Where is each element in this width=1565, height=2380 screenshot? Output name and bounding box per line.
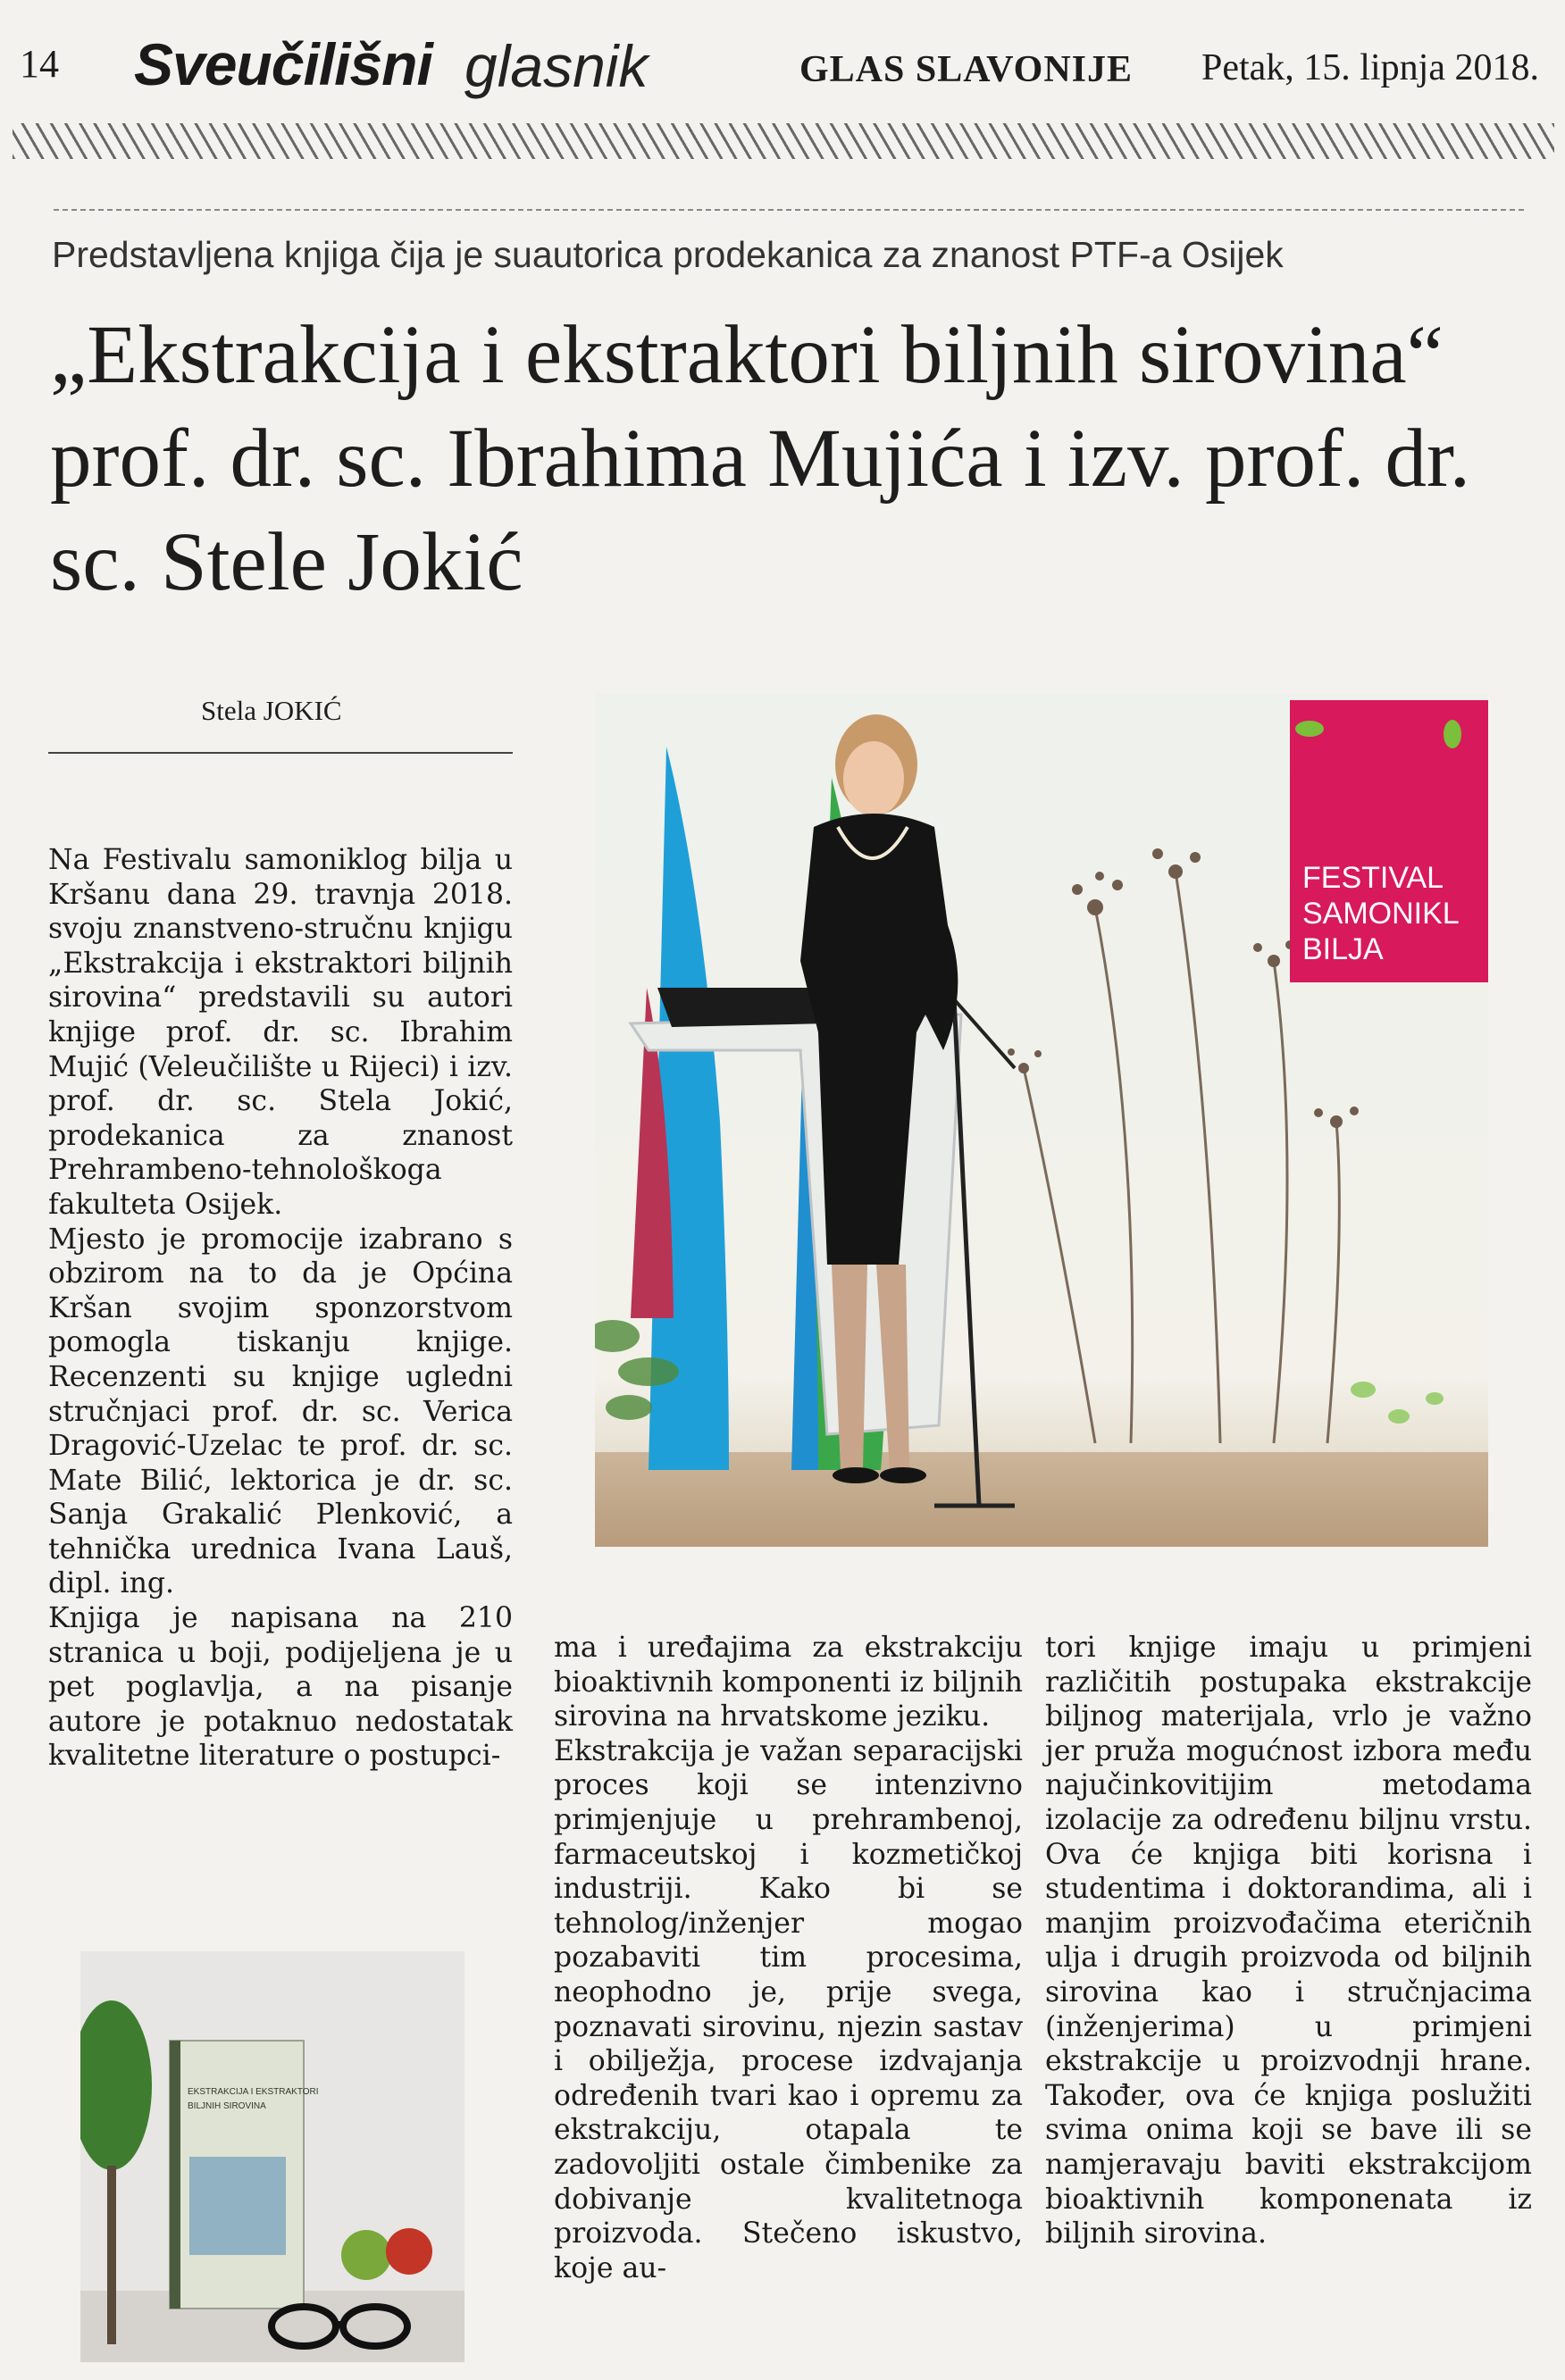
book-cover-title-1: EKSTRAKCIJA I EKSTRAKTORI	[188, 2087, 319, 2097]
page-number: 14	[20, 42, 59, 86]
banner-line-2: SAMONIKL	[1302, 897, 1460, 931]
paragraph: tori knjige imaju u primjeni različitih postupaka ekstrakcije biljnog materijala, vrlo je važno jer pruža mogućnost izbora među najučinkovitijim metodama izolacije za određenu biljnu vrstu. Ova će knjiga biti korisna i studentima i doktorandima, ali i manjim proizvođačima eteričnih ulja i drugih proizvoda od biljnih sirovina kao i stručnjacima (inženjerima) u primjeni ekstrakcije u proizvodnji hrane. Također, ova će knjiga poslužiti svima onima koji se bave ili se namjeravaju baviti ekstrakcijom bioaktivnih komponenata iz biljnih sirovina.	[1045, 1632, 1532, 2251]
issue-date: Petak, 15. lipnja 2018.	[1201, 47, 1539, 88]
apple-red	[386, 2228, 432, 2275]
article-headline: „Ekstrakcija i ekstraktori biljnih sirovina“ prof. dr. sc. Ibrahima Mujića i izv. prof. dr. sc. Stele Jokić	[50, 309, 1471, 608]
section-title-bold: Sveučilišni	[134, 31, 432, 97]
banner-line-1: FESTIVAL	[1302, 861, 1444, 895]
article-column-2	[554, 1631, 1023, 2285]
newspaper-name: GLAS SLAVONIJE	[799, 49, 1134, 90]
event-photo	[595, 693, 1488, 1547]
masthead-hatch-divider	[13, 123, 1554, 159]
article-column-1	[48, 843, 513, 1774]
article-byline: Stela JOKIĆ	[201, 695, 342, 726]
section-title-light: glasnik	[464, 33, 649, 99]
book-photo	[80, 1951, 464, 2362]
paragraph: ma i uređajima za ekstrakciju bioaktivnih komponenti iz biljnih sirovina na hrvatskome jeziku.	[554, 1632, 1023, 1733]
article-column-3	[1045, 1631, 1532, 2251]
paragraph: Knjiga je napisana na 210 stranica u boji, podijeljena je u pet poglavlja, a na pisanje autore je potaknuo nedostatak kvalitetne literature o postupci-	[48, 1602, 513, 1773]
article-kicker: Predstavljena knjiga čija je suautorica prodekanica za znanost PTF-a Osijek	[52, 234, 1284, 275]
byline-rule	[48, 752, 513, 754]
banner-line-3: BILJA	[1302, 932, 1384, 966]
laptop	[657, 988, 827, 1027]
apple-green	[341, 2230, 391, 2280]
article-box-top-rule	[54, 209, 1524, 211]
paragraph: Na Festivalu samoniklog bilja u Kršanu dana 29. travnja 2018. svoju znanstveno-stručnu knjigu „Ekstrakcija i ekstraktori biljnih sirovina“ predstavili su autori knjige prof. dr. sc. Ibrahim Mujić (Veleučilište u Rijeci) i izv. prof. dr. sc. Stela Jokić, prodekanica za znanost Prehrambeno-tehnološkoga fakulteta Osijek.	[48, 844, 513, 1221]
paragraph: Ekstrakcija je važan separacijski proces koji se intenzivno primjenjuje u prehrambenoj, farmaceutskoj i kozmetičkoj industriji. Kako bi se tehnolog/inženjer mogao pozabaviti tim procesima, neophodno je, prije svega, poznavati sirovinu, njezin sastav i obilježja, procese izdvajanja određenih tvari kao i opremu za ekstrakciju, otapala te zadovoljiti ostale čimbenike za dobivanje kvalitetnoga proizvoda. Stečeno iskustvo, koje au-	[554, 1734, 1023, 2284]
paragraph: Mjesto je promocije izabrano s obzirom na to da je Općina Kršan svojim sponzorstvom pomogla tiskanju knjige. Recenzenti su knjige ugledni stručnjaci prof. dr. sc. Verica Dragović-Uzelac te prof. dr. sc. Mate Bilić, lektorica je dr. sc. Sanja Grakalić Plenković, a tehnička urednica Ivana Lauš, dipl. ing.	[48, 1223, 513, 1600]
book-cover-title-2: BILJNIH SIROVINA	[188, 2101, 266, 2111]
